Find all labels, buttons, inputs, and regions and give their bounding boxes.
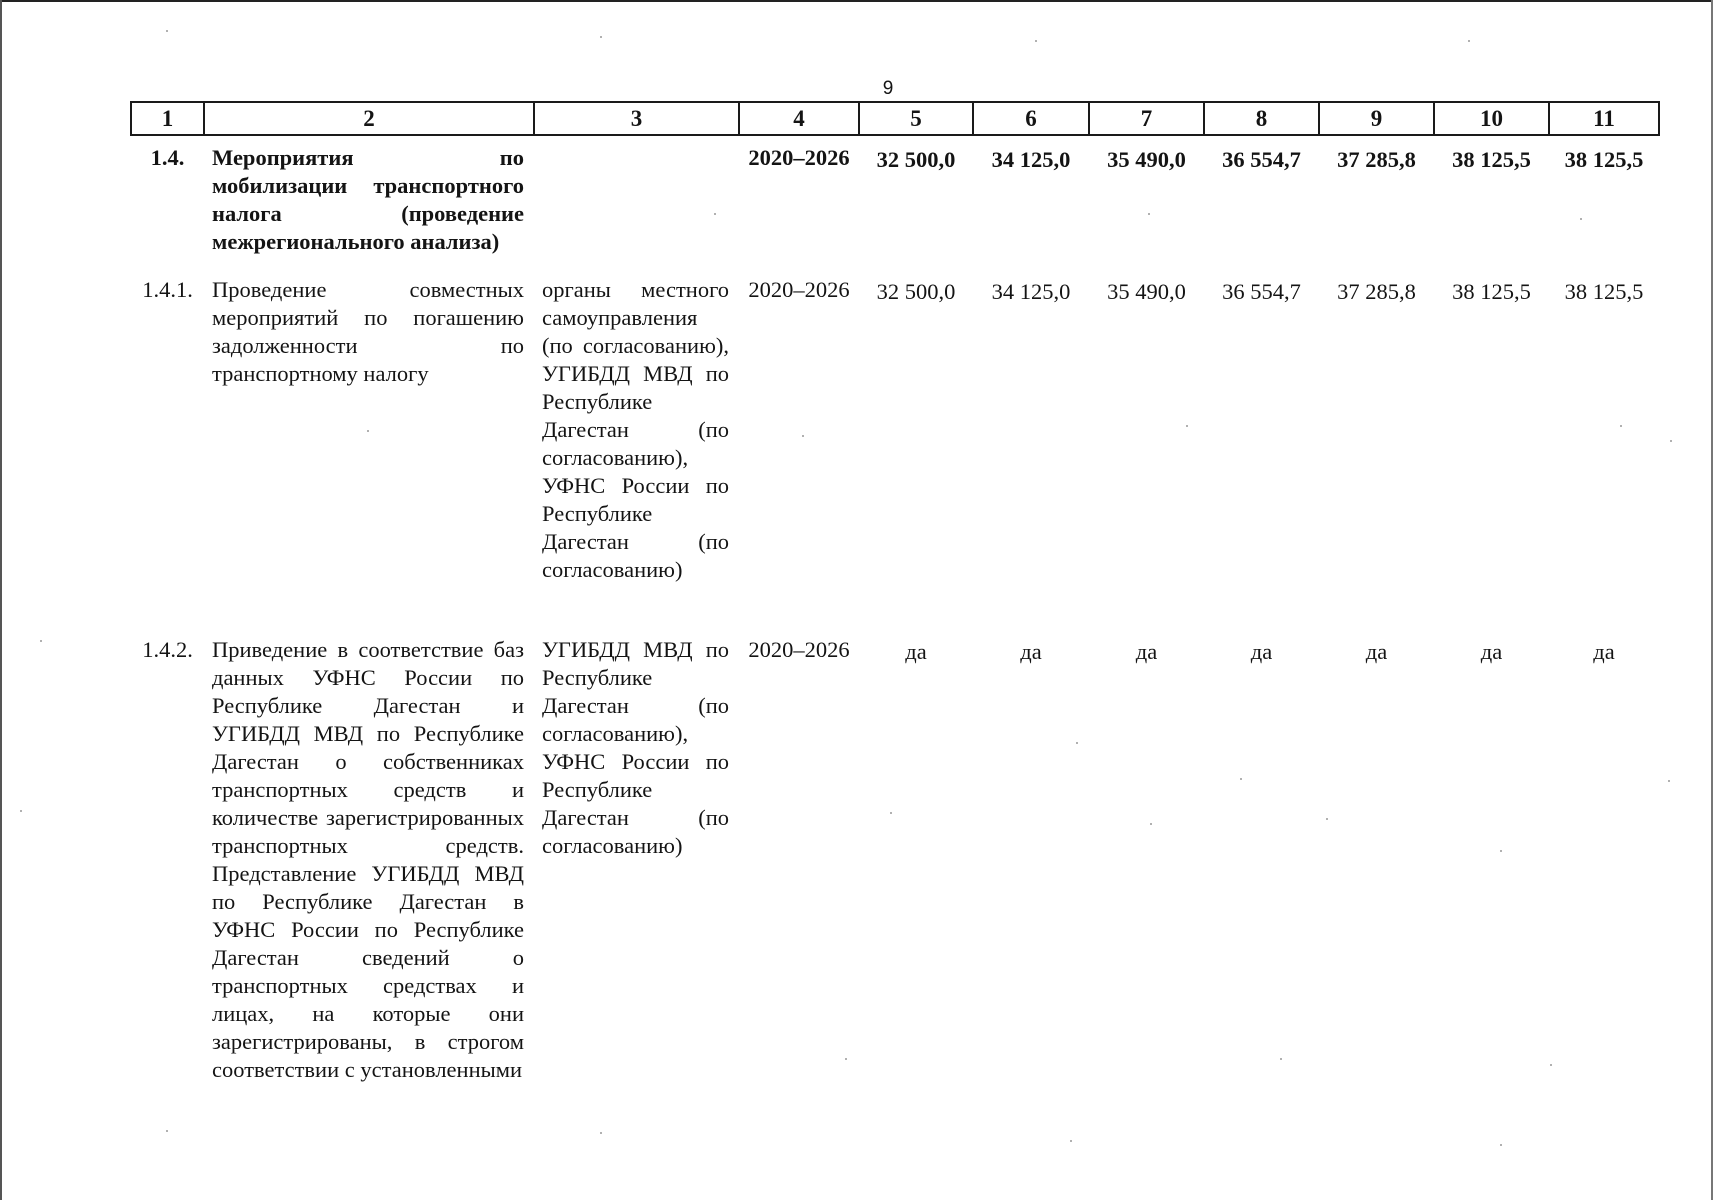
value-cell: да (1020, 639, 1042, 664)
scan-speck (1500, 1144, 1502, 1146)
column-header: 9 (1319, 102, 1434, 135)
scan-speck (20, 810, 22, 812)
value-cell: да (1480, 639, 1503, 664)
table-row (131, 268, 1659, 628)
measure-name: Проведение совместных мероприятий по погашению задолженности по транспортному налогу (212, 277, 524, 386)
table-row (131, 628, 1659, 1084)
value-cell: 36 554,7 (1222, 279, 1301, 304)
value-cell: 32 500,0 (876, 147, 956, 172)
value-cell: 38 125,5 (1564, 279, 1644, 304)
scan-edge-top (0, 0, 1713, 2)
measure-name: Мероприятия по мобилизации транспортного налога (проведение межрегионального анализа) (212, 145, 524, 254)
years-cell: 2020–2026 (748, 637, 850, 662)
scan-speck (1668, 780, 1670, 782)
column-header: 7 (1089, 102, 1204, 135)
row-number: 1.4.1. (142, 277, 193, 302)
measure-name: Приведение в соответствие баз данных УФНС России по Республике Дагестан и УГИБДД МВД по Республике Дагестан о собственниках транспортных средств и количестве зарегистрированных транспортных средств. Представление УГИБДД МВД по Республике Дагестан в УФНС России по Республике Дагестан сведений о транспортных средствах и лицах, на которые они зарегистрированы, в строгом соответствии с установленными (212, 637, 524, 1082)
value-cell: 37 285,8 (1337, 147, 1416, 172)
measures-table (130, 101, 1660, 1084)
row-number: 1.4. (150, 145, 185, 170)
years-cell: 2020–2026 (748, 277, 850, 302)
value-cell: 38 125,5 (1452, 279, 1531, 304)
scan-speck (1070, 1140, 1072, 1142)
scan-speck (1468, 40, 1470, 42)
scan-speck (600, 36, 602, 38)
scan-speck (1076, 742, 1078, 744)
column-header: 6 (973, 102, 1089, 135)
value-cell: да (1365, 639, 1388, 664)
scan-speck (166, 30, 168, 32)
scan-speck (714, 213, 716, 215)
column-header: 5 (859, 102, 973, 135)
row-number: 1.4.2. (142, 637, 193, 662)
scan-speck (1550, 1064, 1552, 1066)
scan-speck (1148, 213, 1150, 215)
value-cell: 34 125,0 (991, 279, 1071, 304)
scan-speck (890, 812, 892, 814)
column-number-row (131, 102, 1659, 135)
column-header: 1 (131, 102, 204, 135)
scan-speck (166, 1130, 168, 1132)
scan-edge-left (0, 0, 2, 1200)
value-cell: 32 500,0 (876, 279, 956, 304)
column-header: 11 (1549, 102, 1659, 135)
scan-speck (1035, 40, 1037, 42)
value-cell: 37 285,8 (1337, 279, 1416, 304)
scan-speck (1580, 218, 1582, 220)
scan-speck (1500, 850, 1502, 852)
table-row (131, 135, 1659, 268)
scan-speck (40, 640, 42, 642)
scan-speck (367, 430, 369, 432)
scan-speck (1620, 425, 1622, 427)
years-cell: 2020–2026 (748, 145, 850, 170)
value-cell: 34 125,0 (991, 147, 1071, 172)
value-cell: да (1593, 639, 1615, 664)
scan-speck (1240, 778, 1242, 780)
executor: УГИБДД МВД по Республике Дагестан (по согласованию), УФНС России по Республике Дагестан (по согласованию) (542, 637, 729, 858)
column-header: 4 (739, 102, 859, 135)
scan-speck (802, 435, 804, 437)
page-number: 9 (882, 78, 894, 99)
column-header: 8 (1204, 102, 1319, 135)
scan-speck (600, 1132, 602, 1134)
column-header: 3 (534, 102, 739, 135)
scan-speck (1150, 823, 1152, 825)
value-cell: 35 490,0 (1107, 147, 1186, 172)
column-header: 10 (1434, 102, 1549, 135)
column-header: 2 (204, 102, 534, 135)
executor (534, 135, 739, 268)
scan-speck (1186, 425, 1188, 427)
value-cell: да (905, 639, 927, 664)
scan-speck (845, 1058, 847, 1060)
value-cell: 38 125,5 (1452, 147, 1531, 172)
value-cell: да (1250, 639, 1273, 664)
executor: органы местного самоуправления (по согласованию), УГИБДД МВД по Республике Дагестан (по согласованию), УФНС России по Республике Дагестан (по согласованию) (542, 277, 729, 582)
scan-speck (1326, 818, 1328, 820)
value-cell: 35 490,0 (1107, 279, 1186, 304)
value-cell: да (1135, 639, 1158, 664)
scan-speck (1670, 440, 1672, 442)
scan-speck (1280, 1058, 1282, 1060)
value-cell: 36 554,7 (1222, 147, 1301, 172)
value-cell: 38 125,5 (1564, 147, 1644, 172)
